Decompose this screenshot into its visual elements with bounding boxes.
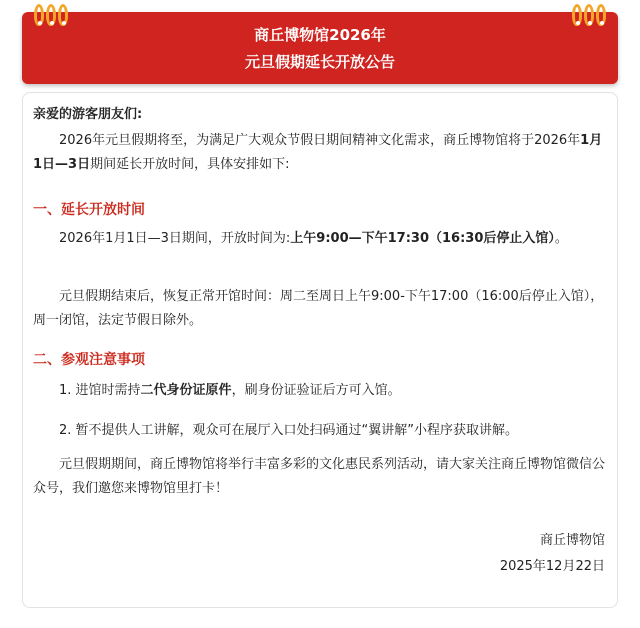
title-banner — [22, 12, 618, 84]
ring-icon — [46, 4, 56, 26]
holiday-hours-paragraph — [33, 227, 611, 251]
section-heading-notes: 二、参观注意事项 — [33, 352, 145, 368]
intro-dates: 1月1日—3日 — [33, 133, 603, 172]
note-item-id-card — [59, 379, 611, 403]
intro-text-1: 2026年元旦假期将至，为满足广大观众节假日期间精神文化需求，商丘博物馆将于2026年 — [59, 133, 581, 148]
signature: 商丘博物馆 — [539, 533, 605, 548]
title-line-2: 元旦假期延长开放公告 — [244, 53, 395, 71]
note-item-1-bold: 二代身份证原件 — [140, 383, 232, 398]
intro-paragraph — [33, 129, 611, 177]
note-item-1-text-a: 1. 进馆时需持 — [59, 383, 141, 398]
title-line-1: 商丘博物馆2026年 — [254, 26, 386, 44]
note-item-1-text-b: ，刷身份证验证后方可入馆。 — [231, 383, 401, 398]
regular-hours-paragraph: 元旦假期结束后，恢复正常开馆时间：周二至周日上午9:00-下午17:00（16:00后停止入馆），周一闭馆，法定节假日除外。 — [33, 289, 604, 328]
ring-icon — [596, 4, 606, 26]
greeting: 亲爱的游客朋友们: — [33, 107, 143, 122]
ring-icon — [584, 4, 594, 26]
holiday-hours-time: 上午9:00—下午17:30（16:30后停止入馆） — [290, 231, 555, 246]
intro-text-2: 期间延长开放时间，具体安排如下: — [90, 157, 290, 172]
ring-icon — [58, 4, 68, 26]
holiday-hours-text: 2026年1月1日—3日期间，开放时间为: — [59, 231, 291, 246]
closing-paragraph: 元旦假期期间，商丘博物馆将举行丰富多彩的文化惠民系列活动，请大家关注商丘博物馆微信公众号，我们邀您来博物馆里打卡！ — [33, 457, 606, 496]
ring-icon — [34, 4, 44, 26]
holiday-hours-end: 。 — [554, 231, 568, 246]
notice-card — [22, 92, 618, 608]
ring-icon — [572, 4, 582, 26]
section-heading-hours: 一、延长开放时间 — [33, 202, 145, 218]
note-item-guide: 2. 暂不提供人工讲解，观众可在展厅入口处扫码通过“翼讲解”小程序获取讲解。 — [59, 423, 519, 438]
signature-date: 2025年12月22日 — [499, 559, 605, 574]
